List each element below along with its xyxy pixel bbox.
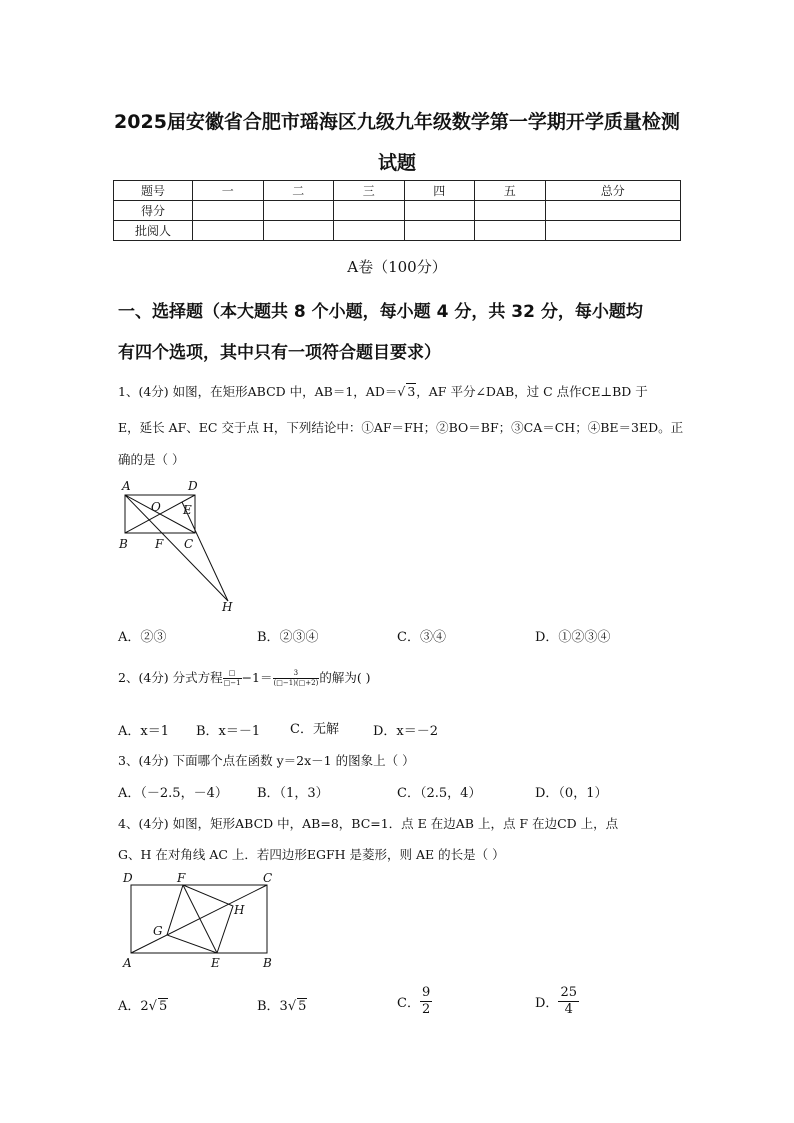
label-a: A [123,956,132,970]
q1-option-d[interactable]: D．①②③④ [535,630,611,645]
header-cell: 二 [263,181,334,201]
score-cell[interactable] [475,201,546,221]
label-b: B [119,537,128,551]
score-cell[interactable] [263,201,334,221]
fraction-denominator: (□−1)(□+2) [273,679,319,687]
section-heading-continued: 有四个选项，其中只有一项符合题目要求） [118,343,441,363]
fraction-denominator: 4 [564,1002,573,1017]
score-table [113,180,681,241]
label-d: D [188,479,198,493]
equation-text: −1＝ [241,670,273,685]
reviewer-row-label: 批阅人 [114,221,193,241]
reviewer-cell[interactable] [334,221,405,241]
label-c: C [184,537,194,551]
q3-option-b[interactable]: B．（1，3） [257,786,329,801]
score-row [114,201,681,221]
reviewer-cell[interactable] [193,221,264,241]
question-text: ，AF 平分∠DAB，过 C 点作CE⊥BD 于 [416,384,648,399]
header-cell: 总分 [545,181,681,201]
score-cell[interactable] [404,201,475,221]
question-1-line2: E，延长 AF、EC 交于点 H，下列结论中：①AF＝FH；②BO＝BF；③CA＝CH；④BE＝3ED。正 [118,420,684,435]
header-cell: 一 [193,181,264,201]
fraction-numerator: 3 [273,669,320,679]
option-label: B．3 [257,999,288,1014]
option-label: D． [535,996,559,1011]
fraction-numerator: □ [223,669,242,679]
question-2 [118,668,371,688]
q3-option-d[interactable]: D．（0，1） [535,786,608,801]
reviewer-cell[interactable] [475,221,546,241]
q4-option-c[interactable] [397,985,432,1018]
header-cell: 题号 [114,181,193,201]
label-f: F [177,871,186,885]
page-title: 2025届安徽省合肥市瑶海区九级九年级数学第一学期开学质量检测 [114,111,680,133]
question-4-figure [115,868,285,973]
q1-option-b[interactable]: B．②③④ [257,630,319,645]
fraction [558,985,579,1018]
fraction-numerator: 9 [421,985,431,1000]
fraction [420,985,432,1018]
q1-option-a[interactable]: A．②③ [118,630,167,645]
header-cell: 三 [334,181,405,201]
reviewer-cell[interactable] [545,221,681,241]
label-b: B [263,956,272,970]
q2-option-b[interactable]: B．x＝－1 [196,724,261,739]
fraction-denominator: □−1 [223,679,241,687]
label-g: G [153,924,163,938]
reviewer-row [114,221,681,241]
question-1-line3: 确的是（ ） [118,452,185,467]
q4-option-b[interactable]: B．3√ 5 [257,999,307,1014]
question-1-line1: 1、(4分) 如图，在矩形ABCD 中，AB＝1，AD＝√ 3，AF 平分∠DAB，过 C 点作CE⊥BD 于 [118,384,648,399]
question-text: 的解为( ) [319,670,371,685]
label-e: E [183,503,192,517]
score-cell[interactable] [545,201,681,221]
option-label: C． [397,996,420,1011]
fraction-1 [223,669,242,688]
q4-option-a[interactable]: A．2√ 5 [118,999,168,1014]
fraction-denominator: 2 [421,1002,431,1017]
label-f: F [155,537,164,551]
question-text: 1、(4分) 如图，在矩形ABCD 中，AB＝1，AD＝ [118,384,398,399]
fraction-2 [273,669,320,688]
q3-option-c[interactable]: C．（2.5，4） [397,786,482,801]
label-c: C [263,871,273,885]
question-4-line1: 4、(4分) 如图，矩形ABCD 中，AB=8，BC=1．点 E 在边AB 上，点 F 在边CD 上，点 [118,816,619,831]
question-text: 2、(4分) 分式方程 [118,670,223,685]
page-title-continued: 试题 [377,152,416,174]
sqrt-value: 3 [407,384,416,399]
section-heading: 一、选择题（本大题共 8 个小题，每小题 4 分，共 32 分，每小题均 [118,302,643,322]
question-1-figure [110,476,250,616]
q4-option-d[interactable] [535,985,579,1018]
score-row-label: 得分 [114,201,193,221]
q2-option-c[interactable]: C．无解 [290,722,339,737]
q3-option-a[interactable]: A．（－2.5，－4） [118,786,228,801]
sqrt-value: 5 [298,999,307,1014]
label-e: E [211,956,220,970]
question-3: 3、(4分) 下面哪个点在函数 y＝2x－1 的图象上（ ） [118,753,415,768]
sqrt-value: 5 [158,999,168,1014]
header-cell: 四 [404,181,475,201]
label-o: O [151,500,161,514]
q1-option-c[interactable]: C．③④ [397,630,446,645]
label-d: D [123,871,133,885]
fraction-numerator: 25 [560,985,577,1000]
label-h: H [222,600,233,614]
label-a: A [122,479,131,493]
score-cell[interactable] [193,201,264,221]
header-cell: 五 [475,181,546,201]
label-h: H [234,903,245,917]
reviewer-cell[interactable] [404,221,475,241]
question-4-line2: G、H 在对角线 AC 上．若四边形EGFH 是菱形，则 AE 的长是（ ） [118,847,505,862]
option-label: A．2 [118,999,149,1014]
volume-label: A卷（100分） [347,258,447,276]
line-ah [125,495,228,601]
score-cell[interactable] [334,201,405,221]
diagonal-ac [131,885,267,953]
q2-option-d[interactable]: D．x＝－2 [373,724,439,739]
reviewer-cell[interactable] [263,221,334,241]
q2-option-a[interactable]: A．x＝1 [118,724,169,739]
score-table-header-row [114,181,681,201]
